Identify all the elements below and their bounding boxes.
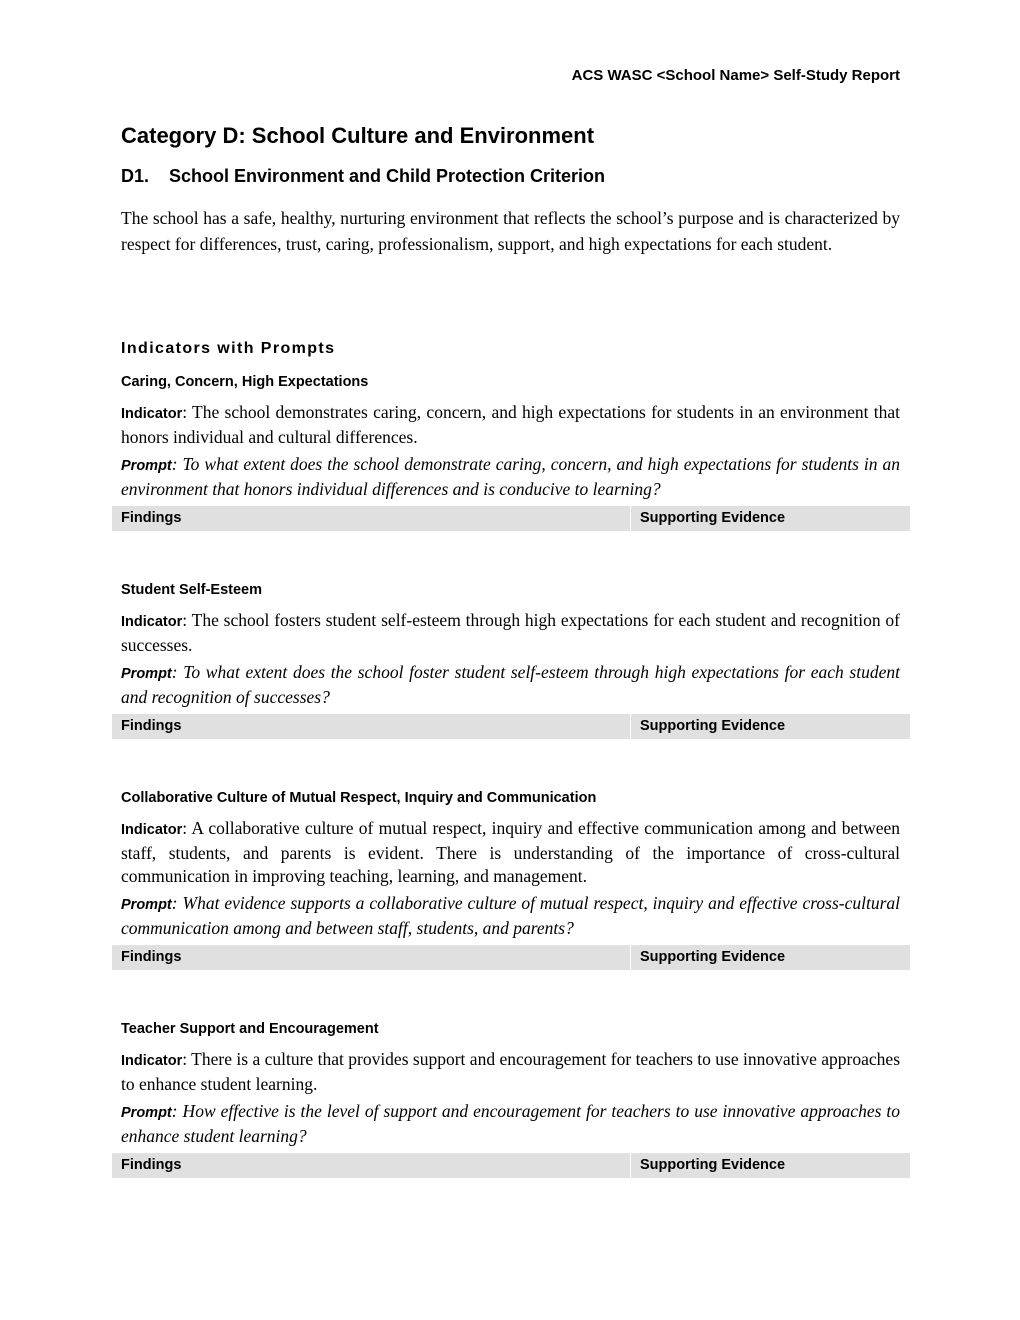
prompt-text: Prompt: How effective is the level of support and encouragement for teachers to use innovative approaches to enhance student learning?: [121, 1101, 900, 1146]
findings-table-header: [112, 945, 910, 970]
findings-table-header: [112, 506, 910, 531]
category-title: Category D: School Culture and Environment: [121, 123, 595, 148]
indicator-label: Indicator: [121, 822, 183, 838]
indicator-text: Indicator: The school fosters student self-esteem through high expectations for each student and recognition of successes.: [121, 610, 900, 655]
section-title: Caring, Concern, High Expectations: [121, 374, 369, 390]
supporting-evidence-column-header: Supporting Evidence: [631, 945, 910, 970]
criterion-title: [121, 166, 605, 187]
prompt-text: Prompt: What evidence supports a collaborative culture of mutual respect, inquiry and effective cross-cultural communication among and between staff, students, and parents?: [121, 893, 900, 938]
criterion-name: School Environment and Child Protection Criterion: [169, 166, 606, 186]
supporting-evidence-column-header: Supporting Evidence: [631, 506, 910, 531]
prompt-text: Prompt: To what extent does the school demonstrate caring, concern, and high expectations for students in an environment that honors individual differences and is conducive to learning?: [121, 454, 900, 499]
criterion-text: The school has a safe, healthy, nurturing environment that reflects the school’s purpose and is characterized by respect for differences, trust, caring, professionalism, support, and high expectations for each student.: [121, 208, 900, 254]
findings-table-header: [112, 1153, 910, 1178]
indicator-label: Indicator: [121, 406, 183, 422]
prompt-label: Prompt: [121, 1105, 172, 1121]
supporting-evidence-column-header: Supporting Evidence: [631, 1153, 910, 1178]
prompt-label: Prompt: [121, 897, 172, 913]
indicator-text: Indicator: The school demonstrates caring, concern, and high expectations for students in an environment that honors individual and cultural differences.: [121, 402, 900, 447]
indicator-label: Indicator: [121, 1053, 183, 1069]
findings-column-header: Findings: [112, 714, 630, 739]
indicator-text: Indicator: A collaborative culture of mutual respect, inquiry and effective communication among and between staff, students, and parents is evident. There is understanding of the importance of cross-cultural communication in improving teaching, learning, and management.: [121, 818, 900, 886]
prompt-label: Prompt: [121, 458, 172, 474]
section-title: Collaborative Culture of Mutual Respect, Inquiry and Communication: [121, 790, 597, 806]
prompt-label: Prompt: [121, 666, 172, 682]
supporting-evidence-column-header: Supporting Evidence: [631, 714, 910, 739]
findings-column-header: Findings: [112, 945, 630, 970]
section-title: Student Self-Esteem: [121, 582, 262, 598]
findings-column-header: Findings: [112, 506, 630, 531]
section-title: Teacher Support and Encouragement: [121, 1021, 379, 1037]
running-header: ACS WASC <School Name> Self-Study Report: [571, 67, 900, 84]
indicator-text: Indicator: There is a culture that provides support and encouragement for teachers to use innovative approaches to enhance student learning.: [121, 1049, 900, 1094]
findings-table-header: [112, 714, 910, 739]
indicators-heading: Indicators with Prompts: [121, 340, 336, 357]
indicator-label: Indicator: [121, 614, 183, 630]
prompt-text: Prompt: To what extent does the school foster student self-esteem through high expectations for each student and recognition of successes?: [121, 662, 900, 707]
criterion-number: D1.: [121, 166, 150, 186]
findings-column-header: Findings: [112, 1153, 630, 1178]
